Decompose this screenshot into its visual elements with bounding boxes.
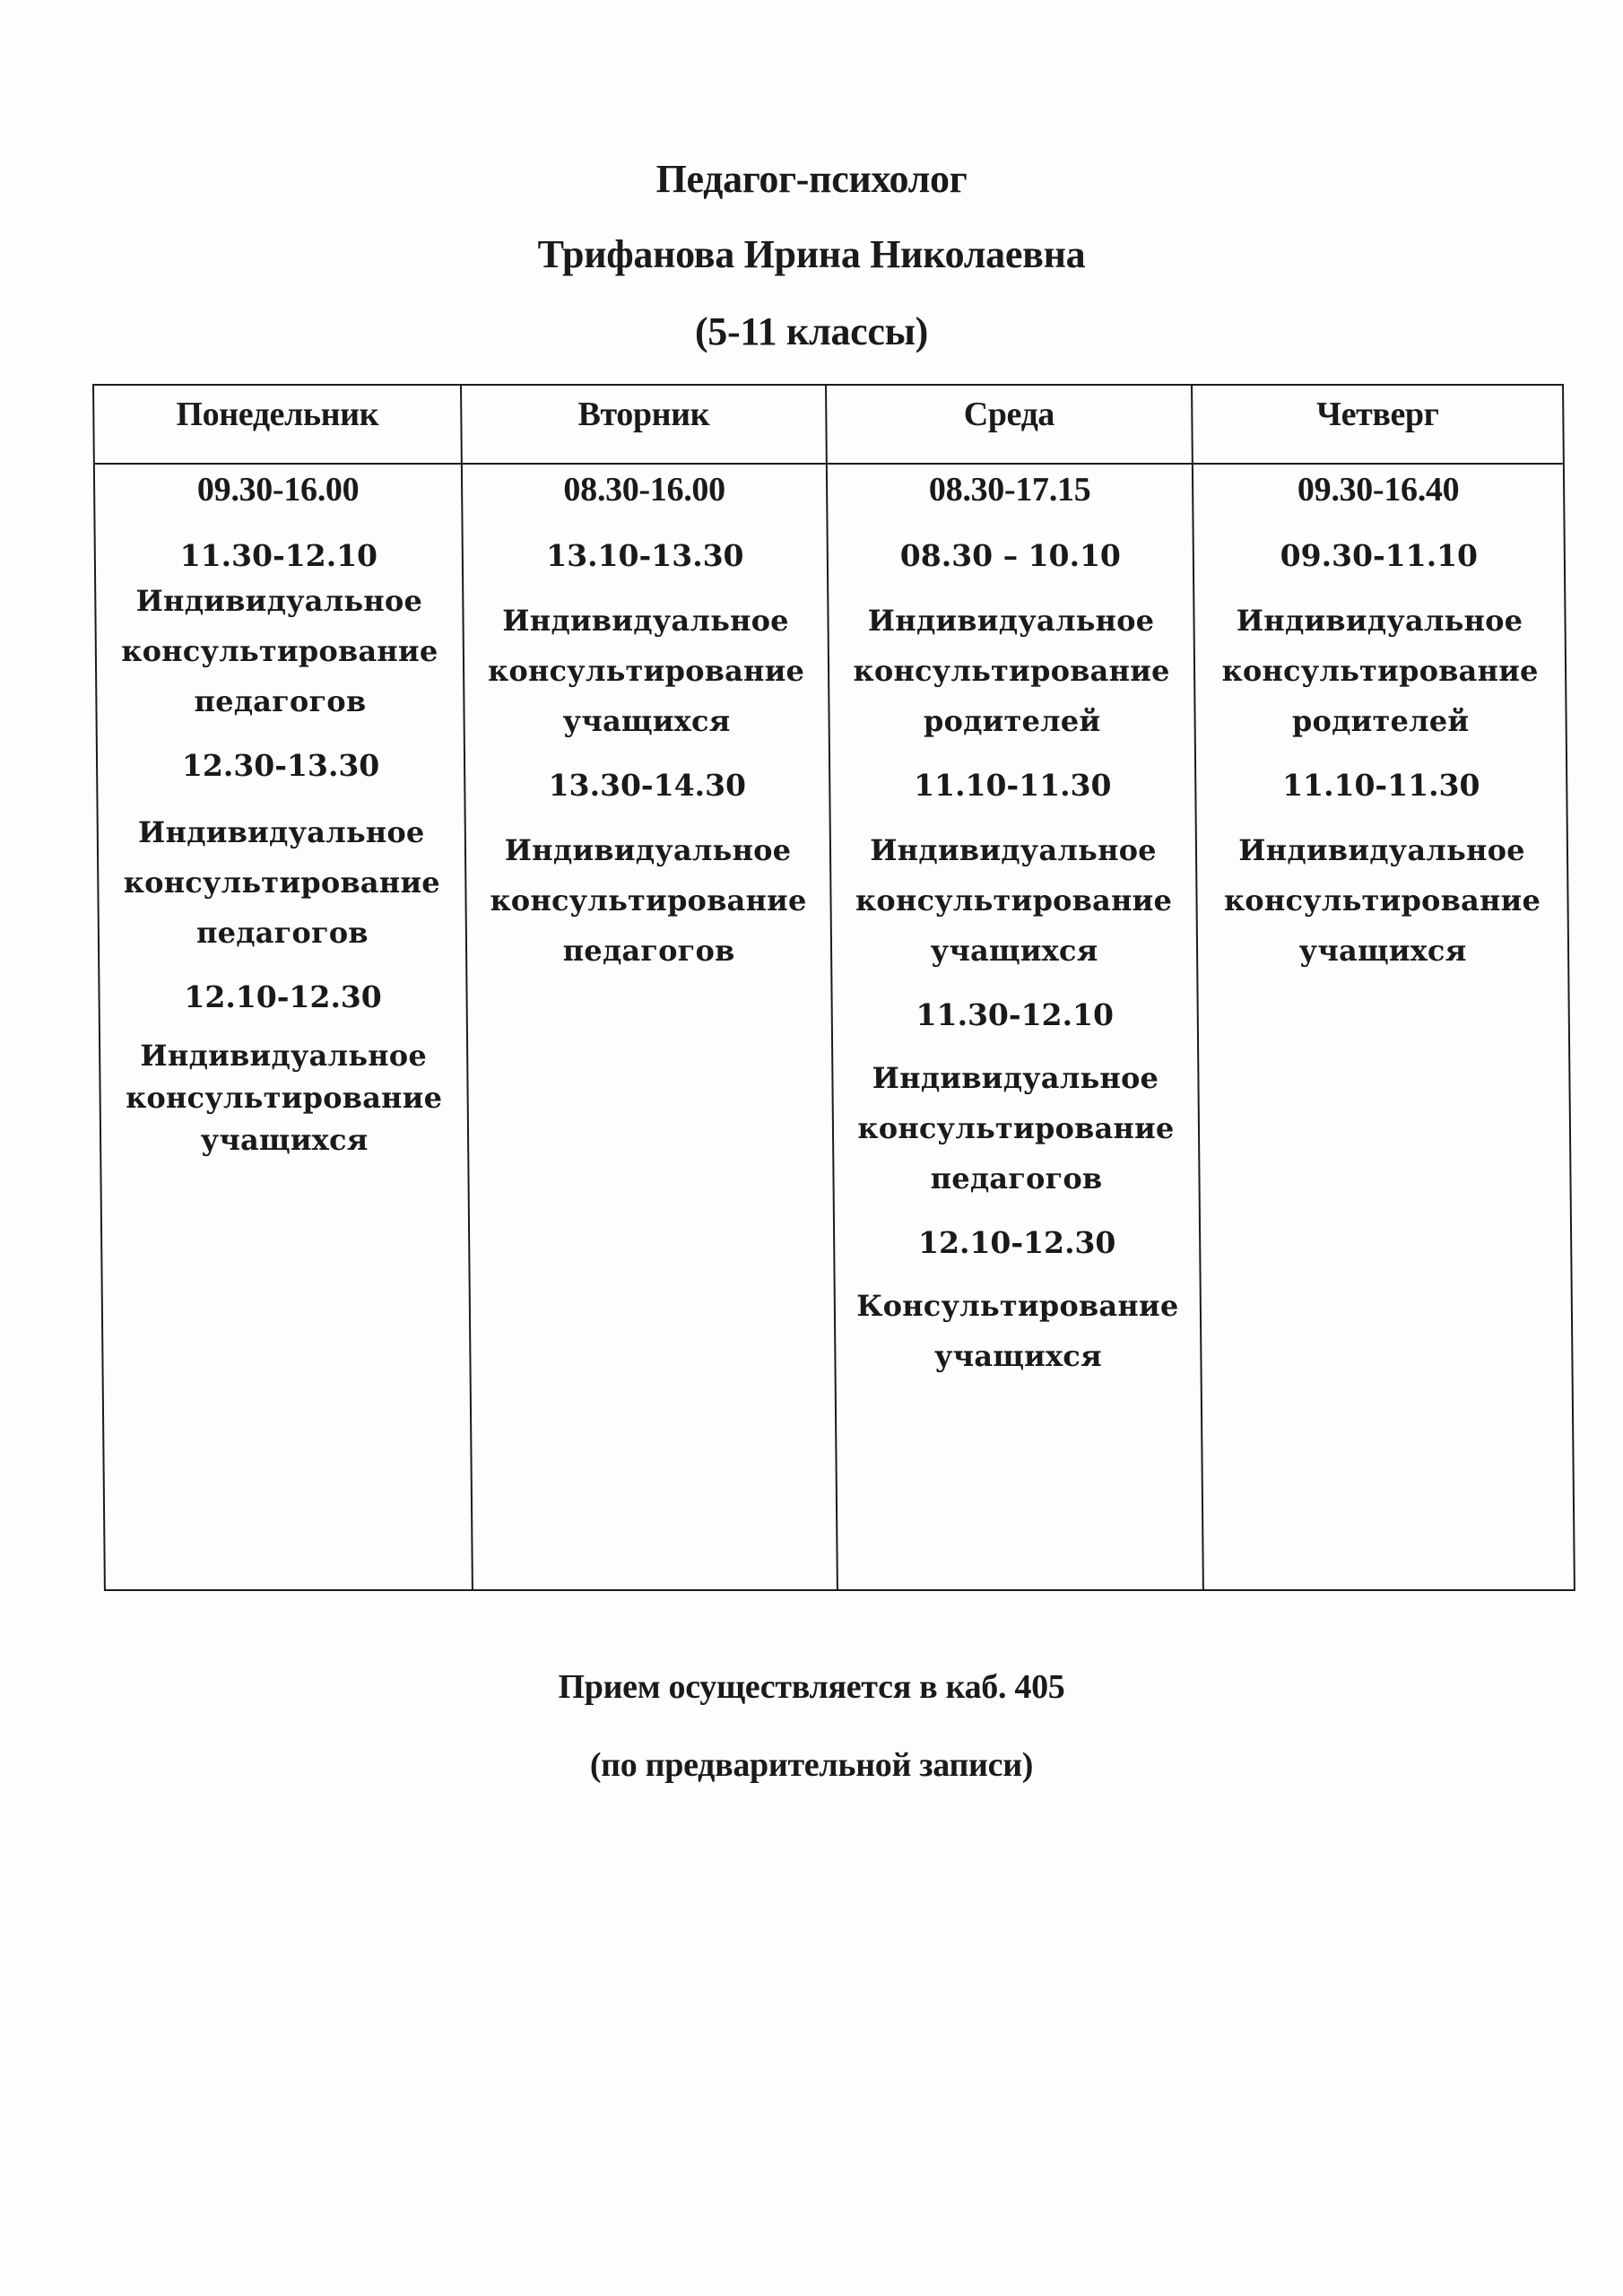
slot-time: 11.30-12.10 [179, 538, 378, 573]
slot-time: 13.30-14.30 [548, 768, 747, 803]
job-title: Педагог-психолог [655, 157, 968, 201]
work-hours: 08.30-16.00 [563, 471, 726, 509]
slot-time: 11.10-11.30 [913, 768, 1112, 803]
slot-time: 11.30-12.10 [916, 997, 1115, 1032]
day-header-monday: Понедельник [94, 386, 463, 465]
slot-time: 08.30 – 10.10 [899, 538, 1122, 573]
slot-time: 09.30-11.10 [1280, 538, 1479, 573]
work-hours: 09.30-16.40 [1297, 471, 1460, 509]
slot-description: Индивидуальное консультирование педагогов [490, 833, 807, 968]
day-cell-wednesday [828, 465, 1204, 1589]
slot-description: Индивидуальное консультирование педагогов [123, 815, 441, 950]
day-cell-monday [95, 465, 473, 1589]
slot-description: Индивидуальное консультирование учащихся [487, 604, 805, 738]
slot-description: Индивидуальное консультирование учащихся [1223, 833, 1541, 968]
work-hours: 09.30-16.00 [196, 471, 360, 509]
office-location: Прием осуществляется в каб. 405 [558, 1668, 1065, 1706]
slot-description: Индивидуальное консультирование педагогов [857, 1061, 1175, 1196]
day-header-wednesday: Среда [827, 386, 1193, 465]
slot-time: 13.10-13.30 [545, 538, 744, 573]
slot-description: Индивидуальное консультирование учащихся [125, 1039, 443, 1157]
slot-description: Индивидуальное консультирование учащихся [855, 833, 1173, 968]
slot-time: 12.10-12.30 [917, 1225, 1116, 1260]
slot-description: Индивидуальное консультирование родителей [1221, 604, 1539, 738]
slot-time: 12.30-13.30 [181, 748, 380, 783]
grades-range: (5-11 классы) [694, 309, 929, 353]
slot-time: 12.10-12.30 [184, 979, 382, 1014]
slot-time: 11.10-11.30 [1281, 768, 1480, 803]
day-header-tuesday: Вторник [462, 386, 828, 465]
schedule-table [92, 384, 1575, 1591]
work-hours: 08.30-17.15 [928, 471, 1091, 509]
specialist-name: Трифанова Ирина Николаевна [537, 232, 1086, 276]
slot-description: Консультирование учащихся [856, 1289, 1179, 1373]
day-cell-thursday [1193, 465, 1574, 1589]
slot-description: Индивидуальное консультирование педагогов [121, 584, 438, 718]
appointment-note: (по предварительной записи) [589, 1746, 1034, 1784]
day-header-thursday: Четверг [1193, 386, 1563, 465]
day-cell-tuesday [463, 465, 838, 1589]
slot-description: Индивидуальное консультирование родителей [853, 604, 1170, 738]
